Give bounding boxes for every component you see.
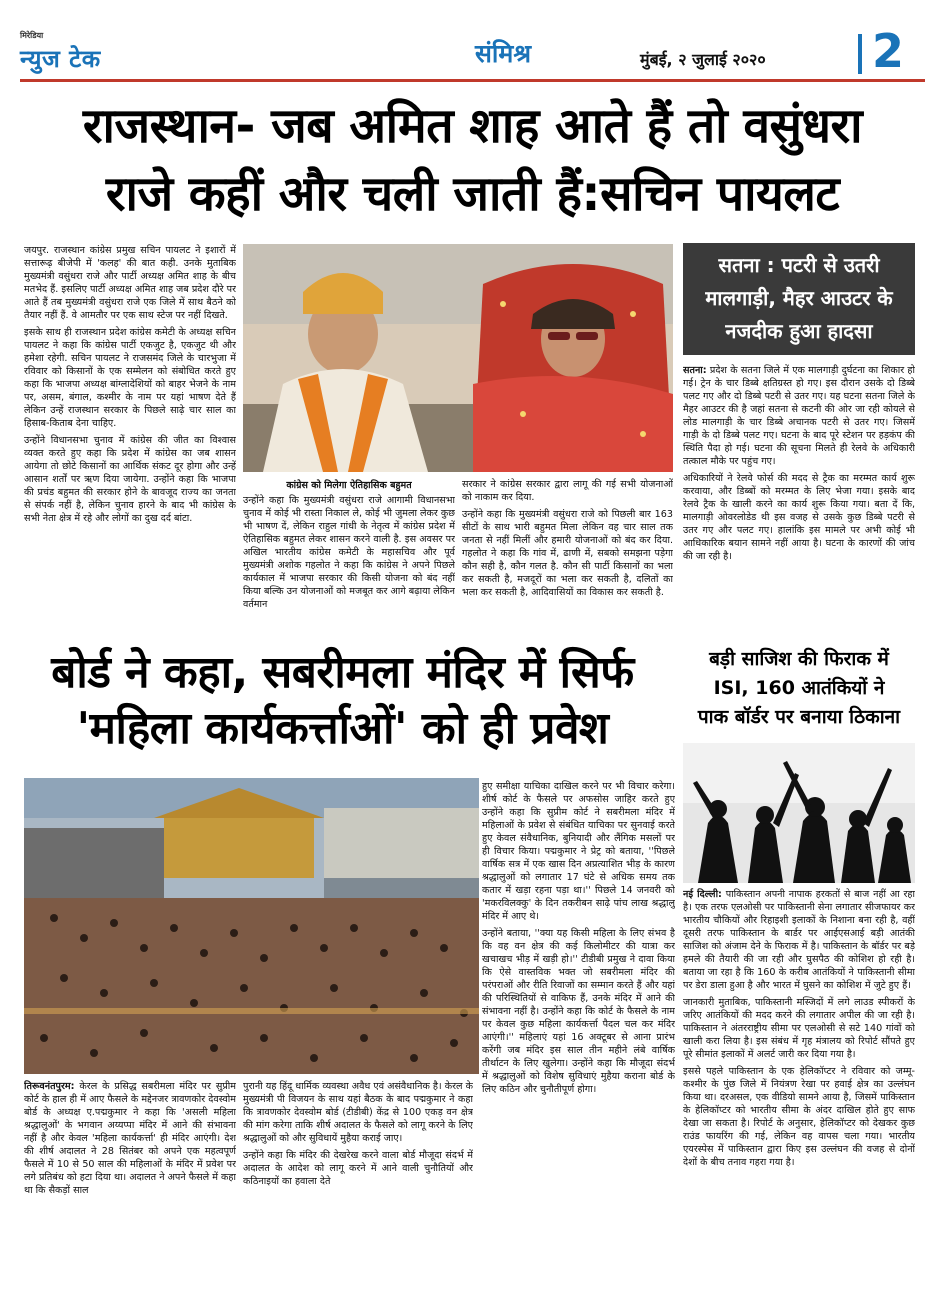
story1-col1-para1: जयपुर. राजस्थान कांग्रेस प्रमुख सचिन पायलट ने इशारों में सत्तारूढ़ बीजेपी में 'कलह' की बात कही. उनके मुताबिक मुख्यमंत्री वसुंधरा राजे और पार्टी अध्यक्ष अमित शाह के बीच मतभेद हैं. इसलिए पार्टी अध्यक्ष अमित शाह जब प्रदेश दौरे पर आते हैं तब मुख्यमंत्री वसुंधरा राजे एक जिले में साथ बैठने को तैयार नहीं हैं. वे आमतौर पर एक साथ स्टेज पर नहीं दिखते. <box>24 245 236 321</box>
satna-dateline: सतना: <box>683 365 707 376</box>
story2-col3-para2: उन्होंने बताया, ''क्या यह किसी महिला के लिए संभव है कि वह वन क्षेत्र की कई किलोमीटर की यात्रा कर खचाखच भीड़ में खड़ी हो।'' टीडीबी प्रमुख ने दावा किया कि ऐसे वास्तविक भक्त जो सबरीमला मंदिर की परंपराओं और रीति रिवाजों का सम्मान करते हैं और यहां की परिस्थितियों से वाकिफ हैं, उनके मंदिर में आने की संभावना नहीं है। उन्होंने कहा कि कोर्ट के फैसले के नाम पर केवल कुछ महिला कार्यकर्त्ता पैदल चल कर मंदिर आएंगी।'' महिलाएं यहां 16 अक्टूबर से आना प्रारंभ करेंगी जब मंदिर इस साल तीन महीने लंबे वार्षिक तीर्थाटन के लिए खुलेगा। उन्होंने कहा कि मौजूदा संदर्भ में श्रद्धालुओं को विशेष सुविधाएं मुहैया कराना बोर्ड के लिए कठिन और चुनौतीपूर्ण होगा। <box>482 928 675 1095</box>
isi-para3: इससे पहले पाकिस्तान के एक हेलिकॉप्टर ने रविवार को जम्मू-कश्मीर के पुंछ जिले में नियंत्रण रेखा पर हवाई क्षेत्र का उल्लंघन किया था। दरअसल, एक वीडियो सामने आया है, जिसमें पाकिस्तान के हेलिकॉप्टर को भारतीय सीमा के अंदर दाखिल होते हुए साफ देखा जा सकता है। रिपोर्ट के अनुसार, हेलिकॉप्टर को देखकर कुछ राउंड फायरिंग की गई, लेकिन वह वापस चला गया। भारतीय एयरस्पेस में पाकिस्तान द्वारा किए इस उल्लंघन की वजह से दोनों देशों के बीच तनाव गहरा गया है। <box>683 1066 915 1168</box>
satna-headline-line1: सतना : पटरी से उतरी <box>718 253 880 277</box>
story1-col1-para2: इसके साथ ही राजस्थान प्रदेश कांग्रेस कमेटी के अध्यक्ष सचिन पायलट ने कहा कि कांग्रेस पार्टी एकजुट है, एकजुट थी और हमेशा रहेगी. सचिन पायलट ने राजसमंद जिले के चारभुजा में रविवार को किसानों के एक सम्मेलन को संबोधित करते हुए कहा कि भाजपा अध्यक्ष बांग्लादेशियों को बाहर भेजने के नाम पर, असम, बंगाल, कश्मीर के नाम पर यहां भाषण देते हैं लेकिन उन्हें राजस्थान सरकार के पिछले साढ़े चार साल का हिसाब-किताब देना चाहिए. <box>24 327 236 429</box>
satna-headline-line3: नजदीक हुआ हादसा <box>725 319 873 343</box>
story2-dateline: तिरूवनंतपुरम: <box>24 1081 75 1092</box>
story2-photo-temple-crowd <box>24 778 479 1074</box>
page-number-divider <box>858 34 862 74</box>
story1-headline-line1: राजस्थान- जब अमित शाह आते हैं तो वसुंधरा <box>82 98 863 154</box>
story1-headline-line2: राजे कहीं और चली जाती हैं:सचिन पायलट <box>105 166 840 222</box>
satna-story-body <box>683 364 915 636</box>
story1-col1-para3: उन्होंने विधानसभा चुनाव में कांग्रेस की जीत का विश्वास व्यक्त करते हुए कहा कि प्रदेश में कांग्रेस का जब शासन आयेगा तो छोटे किसानों का आर्थिक संकट दूर होगा और उन्हें आसान शर्तों पर ऋण दिया जायेगा. उन्होंने कहा कि भाजपा की प्रचंड बहुमत की सरकार होने के बावजूद राज्य का जनता से संपर्क नहीं है, लेकिन चुनाव हारने के बाद भी कांग्रेस के सभी नेता क्षेत्र में रहे और लोगों का दुख दर्द बांटा. <box>24 435 236 524</box>
story2-headline <box>25 645 660 757</box>
masthead <box>20 24 925 82</box>
story1-headline <box>20 92 925 228</box>
story1-column-3 <box>462 478 673 634</box>
satna-headline-line2: मालगाड़ी, मैहर आउटर के <box>705 286 893 310</box>
story1-photo-illustration <box>243 244 673 472</box>
story2-col1-text: केरल के प्रसिद्ध सबरीमला मंदिर पर सुप्रीम कोर्ट के हाल ही में आए फैसले के मद्देनजर त्रावणकोर देवस्वोम बोर्ड के अध्यक्ष ए.पद्मकुमार ने कहा कि 'असली महिला श्रद्धालुओं' के भगवान अय्यप्पा मंदिर में आने की संभावना नहीं है और केवल 'महिला कार्यकर्त्ता' ही मंदिर आएंगी। देश की शीर्ष अदालत ने 28 सितंबर को अपने एक महत्वपूर्ण फैसले में 10 से 50 साल की महिलाओं के मंदिर में प्रवेश पर लगे प्रतिबंध को हटा दिया था। अदालत ने अपने फैसले में कहा था कि सैकड़ों साल <box>24 1081 236 1196</box>
story2-headline-line1: बोर्ड ने कहा, सबरीमला मंदिर में सिर्फ <box>51 647 634 698</box>
section-title: संमिश्र <box>475 39 532 68</box>
story1-subheading: कांग्रेस को मिलेगा ऐतिहासिक बहुमत <box>286 480 412 491</box>
story1-col3-para2: उन्होंने कहा कि मुख्यमंत्री वसुंधरा राजे को पिछली बार 163 सीटों के साथ भारी बहुमत मिला लेकिन वह चार साल तक जनता से नहीं मिलीं और हमारी योजनाओं को बंद कर दिया. गहलोत ने कहा कि गांव में, ढाणी में, सबको समझना पड़ेगा कौन सही है, कौन गलत है. कौन सी पार्टी किसानों का भला कर सकती है, मजदूरों का भला कर सकती है, दलितों का भला कर सकती है, आदिवासियों का विकास कर सकती है. <box>462 509 673 598</box>
story2-col2-para1: पुरानी यह हिंदू धार्मिक व्यवस्था अवैध एवं असंवैधानिक है। केरल के मुख्यमंत्री पी विजयन के साथ यहां बैठक के बाद पद्मकुमार ने कहा कि त्रावणकोर देवस्वोम बोर्ड (टीडीबी) केंद्र से 100 एकड़ वन क्षेत्र की मांग करेगा ताकि शीर्ष अदालत के फैसले को लागू करने के लिए श्रद्धालुओं को और सुविधायें मुहैया कराई जाए। <box>243 1081 473 1144</box>
isi-photo-silhouettes <box>683 743 915 883</box>
page-number: 2 <box>872 24 905 78</box>
isi-story-body <box>683 888 915 1268</box>
isi-dateline: नई दिल्ली: <box>683 889 722 900</box>
story1-column-2 <box>243 494 455 634</box>
story2-photo-illustration <box>24 778 479 1074</box>
story2-column-3 <box>482 780 675 1250</box>
story1-col3-para1: सरकार ने कांग्रेस सरकार द्वारा लागू की गई सभी योजनाओं को नाकाम कर दिया. <box>462 479 673 503</box>
story1-photo-leaders <box>243 244 673 472</box>
satna-para2: अधिकारियों ने रेलवे फोर्स की मदद से ट्रैक का मरम्मत कार्य शुरू करवाया, और डिब्बों को मरम्मत के लिए भेजा गया। इसके बाद रेलवे ट्रैक के खाली करने का कार्य शुरू किया गया। बता दें कि, मालगाड़ी ओवरलोडेड थी इस वजह से उसके कुछ डिब्बे पटरी से उतर गए और पलट गए। हालांकि इस मामले पर अभी कोई भी आधिकारिक बयान सामने नहीं आया है। घटना के कारणों की जांच की जा रही है। <box>683 473 915 562</box>
story2-column-2 <box>243 1080 473 1270</box>
isi-para1 <box>683 888 915 992</box>
satna-headline-box <box>683 243 915 355</box>
isi-headline <box>683 645 915 732</box>
isi-headline-line2: ISI, 160 आतंकियों ने <box>713 677 885 699</box>
isi-para2: जानकारी मुताबिक, पाकिस्तानी मस्जिदों में लगे लाउड स्पीकरों के जरिए आतंकियों की मदद करने की लगातार अपील की जा रही है। पाकिस्तान ने अंतरराष्ट्रीय सीमा पर एलओसी से सटे 140 गांवों को खाली करा लिया है। इस संबंध में गृह मंत्रालय को रिपोर्ट सौंपते हुए पूरे सीमांत इलाकों में अलर्ट जारी कर दिया गया है। <box>683 997 915 1060</box>
isi-headline-line3: पाक बॉर्डर पर बनाया ठिकाना <box>697 706 901 728</box>
satna-para1-text: प्रदेश के सतना जिले में एक मालगाड़ी दुर्घटना का शिकार हो गई। ट्रेन के चार डिब्बे क्षतिग्रस्त हो गए। इस दौरान उसके दो डिब्बे पलट गए और दो डिब्बे पटरी से उतर गए। यह घटना सतना जिले के मैहर आउटर की है जहां सतना से कटनी की ओर जा रही कोयले से लोड मालगाड़ी के चार डिब्बे अचानक पटरी से उतर गए। जिसमें गाड़ी के दो डिब्बे पलट गए। घटना के बाद पूरे स्टेशन पर हड़कंप की स्थिति पैदा हो गई। घटना की सूचना मिलते ही रेलवे के अधिकारी तत्काल मौके पर पहुंच गए। <box>683 365 915 467</box>
brand-logo-text: न्युज टेक <box>20 45 101 73</box>
story2-col1-para1 <box>24 1080 236 1197</box>
story1-column-1 <box>24 244 236 634</box>
brand-small-text: मिरेडिया <box>20 31 44 40</box>
story2-column-1 <box>24 1080 236 1270</box>
isi-para1-text: पाकिस्तान अपनी नापाक हरकतों से बाज नहीं आ रहा है। एक तरफ एलओसी पर पाकिस्तानी सेना लगातार सीजफायर कर भारतीय चौकियों और रिहाइशी इलाकों के निशाना बना रही है, वहीं दूसरी तरफ पाकिस्तान के बार्डर पर आईएसआई बड़ी आतंकी साजिश को अंजाम देने के फिराक में है। पाकिस्तान के बॉर्डर पर बड़े हमले की तैयारी की जा रही और घुसपैठ की कोशिश हो रही है। बताया जा रहा है कि 160 के करीब आतंकियों ने पाकिस्तानी सीमा पर डेरा डाला हुआ है और भारत में घुसने का कोशिश में जुटे हुए हैं। <box>683 889 915 991</box>
story2-col2-para2: उन्होंने कहा कि मंदिर की देखरेख करने वाला बोर्ड मौजूदा संदर्भ में अदालत के आदेश को लागू करने में आने वाली चुनौतियों और कठिनाइयों का हवाला देते <box>243 1150 473 1187</box>
isi-photo-illustration <box>683 743 915 883</box>
story2-col3-para1: हुए समीक्षा याचिका दाखिल करने पर भी विचार करेगा। शीर्ष कोर्ट के फैसले पर अफसोस जाहिर करते हुए उन्होंने कहा कि सुप्रीम कोर्ट ने सबरीमला मंदिर में महिलाओं के प्रवेश से संबंधित याचिका पर सुनवाई करते हुए केवल संवैधानिक, बुनियादी और लैंगिक मसलों पर ही विचार किया। पद्मकुमार ने प्रेट्र को बताया, ''पिछले वार्षिक सत्र में एक खास दिन अप्रत्याशित भीड़ के कारण श्रद्धालुओं को लगातार 17 घंटे से अधिक समय तक कतार में खड़ा रहना पड़ा था।'' पिछले 14 जनवरी को 'मकरविलक्कु' के दिन तकरीबन साढ़े पांच लाख श्रद्धालु मंदिर में आए थे। <box>482 781 675 922</box>
satna-para1 <box>683 364 915 468</box>
issue-date: मुंबई, २ जुलाई २०२० <box>640 50 766 69</box>
story2-headline-line2: 'महिला कार्यकर्त्ताओं' को ही प्रवेश <box>76 703 609 754</box>
story1-col2-para1: उन्होंने कहा कि मुख्यमंत्री वसुंधरा राजे आगामी विधानसभा चुनाव में कोई भी रास्ता निकाल ले, कोई भी जुमला लेकर कुछ भी भाषण दें, लेकिन राहुल गांधी के नेतृत्व में कांग्रेस प्रदेश में ऐतिहासिक बहुमत लेकर शासन करने वाली है. इस अवसर पर अखिल भारतीय कांग्रेस कमेटी के महासचिव और पूर्व मुख्यमंत्री अशोक गहलोत ने कहा कि कांग्रेस ने अपने पिछले कार्यकाल में भाजपा सरकार की किसी योजना को बंद नहीं किया बल्कि उन योजनाओं को मजबूत कर आगे बढ़ाया लेकिन वर्तमान <box>243 495 455 610</box>
isi-headline-line1: बड़ी साजिश की फिराक में <box>709 648 889 670</box>
